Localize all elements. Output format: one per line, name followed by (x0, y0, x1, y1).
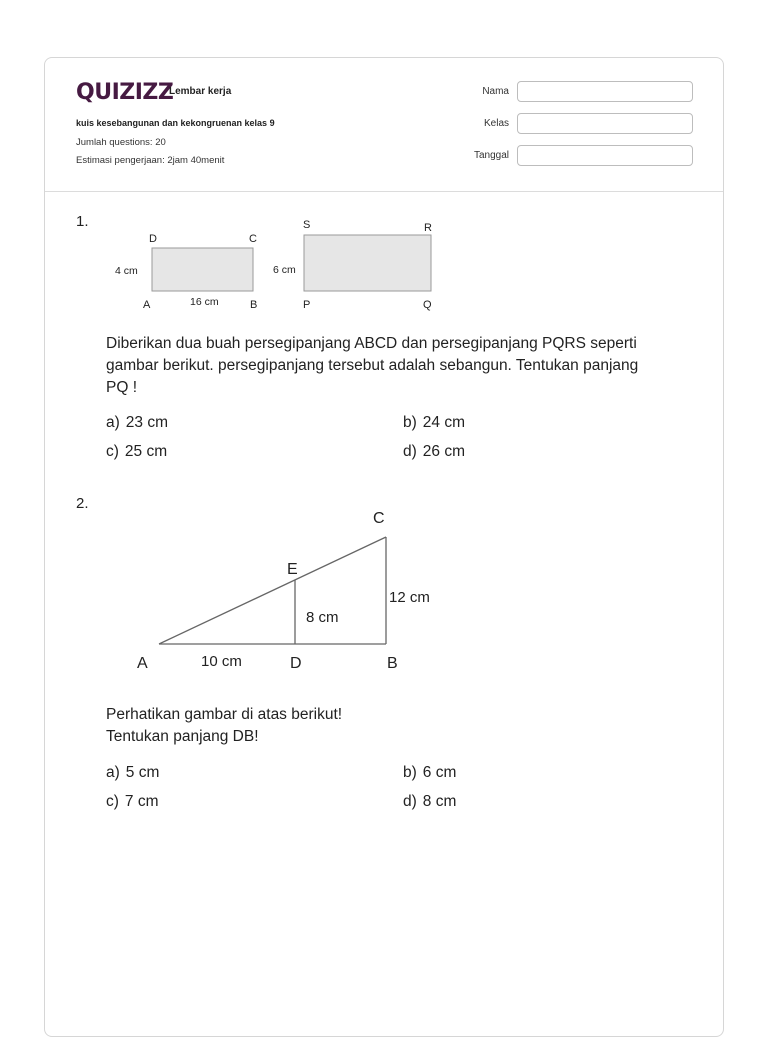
rectangle-pqrs (304, 235, 431, 291)
question-2-text (106, 704, 706, 748)
label-b: B (387, 655, 398, 672)
question-1-option-c[interactable] (106, 443, 167, 461)
class-label: Kelas (483, 118, 509, 129)
question-2-figure (125, 498, 445, 678)
name-field[interactable] (517, 81, 693, 102)
label-6cm: 6 cm (273, 264, 296, 276)
option-value: 6 cm (422, 764, 457, 781)
option-letter: c) (106, 793, 119, 810)
option-value: 25 cm (124, 443, 168, 460)
label-r: R (424, 222, 432, 234)
label-c: C (373, 510, 385, 527)
option-value: 7 cm (124, 793, 159, 810)
quizizz-logo: QUIZIZZ (76, 80, 174, 105)
label-s: S (303, 219, 311, 231)
option-letter: a) (106, 764, 120, 781)
question-1-line-1: Diberikan dua buah persegipanjang ABCD dan persegipanjang PQRS seperti (106, 335, 637, 352)
date-field[interactable] (517, 145, 693, 166)
option-value: 8 cm (422, 793, 457, 810)
question-1-option-b[interactable] (403, 414, 465, 432)
class-field[interactable] (517, 113, 693, 134)
label-16cm: 16 cm (190, 296, 219, 308)
label-12cm: 12 cm (389, 589, 430, 606)
question-count: Jumlah questions: 20 (76, 137, 166, 148)
question-1-option-d[interactable] (403, 443, 465, 461)
question-2-option-a[interactable] (106, 764, 159, 782)
option-letter: d) (403, 793, 417, 810)
question-2-option-d[interactable] (403, 793, 456, 811)
question-2-option-b[interactable] (403, 764, 456, 782)
option-value: 24 cm (422, 414, 466, 431)
label-c: C (249, 233, 257, 245)
label-a: A (137, 655, 148, 672)
question-2-line-1: Perhatikan gambar di atas berikut! (106, 706, 343, 723)
question-2-line-2: Tentukan panjang DB! (106, 728, 259, 745)
option-letter: b) (403, 414, 417, 431)
label-b: B (250, 299, 258, 311)
label-a: A (143, 299, 151, 311)
quiz-title: kuis kesebangunan dan kekongruenan kelas 9 (76, 118, 275, 128)
option-letter: d) (403, 443, 417, 460)
option-value: 23 cm (125, 414, 169, 431)
option-letter: a) (106, 414, 120, 431)
question-2-option-c[interactable] (106, 793, 159, 811)
name-label: Nama (482, 86, 509, 97)
question-1-text (106, 333, 706, 399)
question-1-line-2: gambar berikut. persegipanjang tersebut adalah sebangun. Tentukan panjang (106, 357, 639, 374)
question-1-option-a[interactable] (106, 414, 168, 432)
label-d: D (290, 655, 302, 672)
label-8cm: 8 cm (306, 609, 339, 626)
label-e: E (287, 561, 298, 578)
label-10cm: 10 cm (201, 653, 242, 670)
question-1-line-3: PQ ! (106, 379, 138, 396)
segment-ac (159, 537, 386, 644)
date-label: Tanggal (473, 150, 509, 161)
worksheet-card (44, 57, 724, 1037)
label-q: Q (423, 299, 432, 311)
option-letter: b) (403, 764, 417, 781)
rectangle-abcd (152, 248, 253, 291)
worksheet-label: Lembar kerja (169, 86, 232, 97)
worksheet-header (45, 58, 723, 192)
question-1-figure (105, 213, 445, 313)
label-p: P (303, 299, 311, 311)
label-d: D (149, 233, 157, 245)
question-1-number: 1. (76, 213, 89, 230)
label-4cm: 4 cm (115, 265, 138, 277)
option-value: 5 cm (125, 764, 160, 781)
estimated-time: Estimasi pengerjaan: 2jam 40menit (76, 155, 225, 166)
question-2-number: 2. (76, 495, 89, 512)
option-value: 26 cm (422, 443, 466, 460)
option-letter: c) (106, 443, 119, 460)
